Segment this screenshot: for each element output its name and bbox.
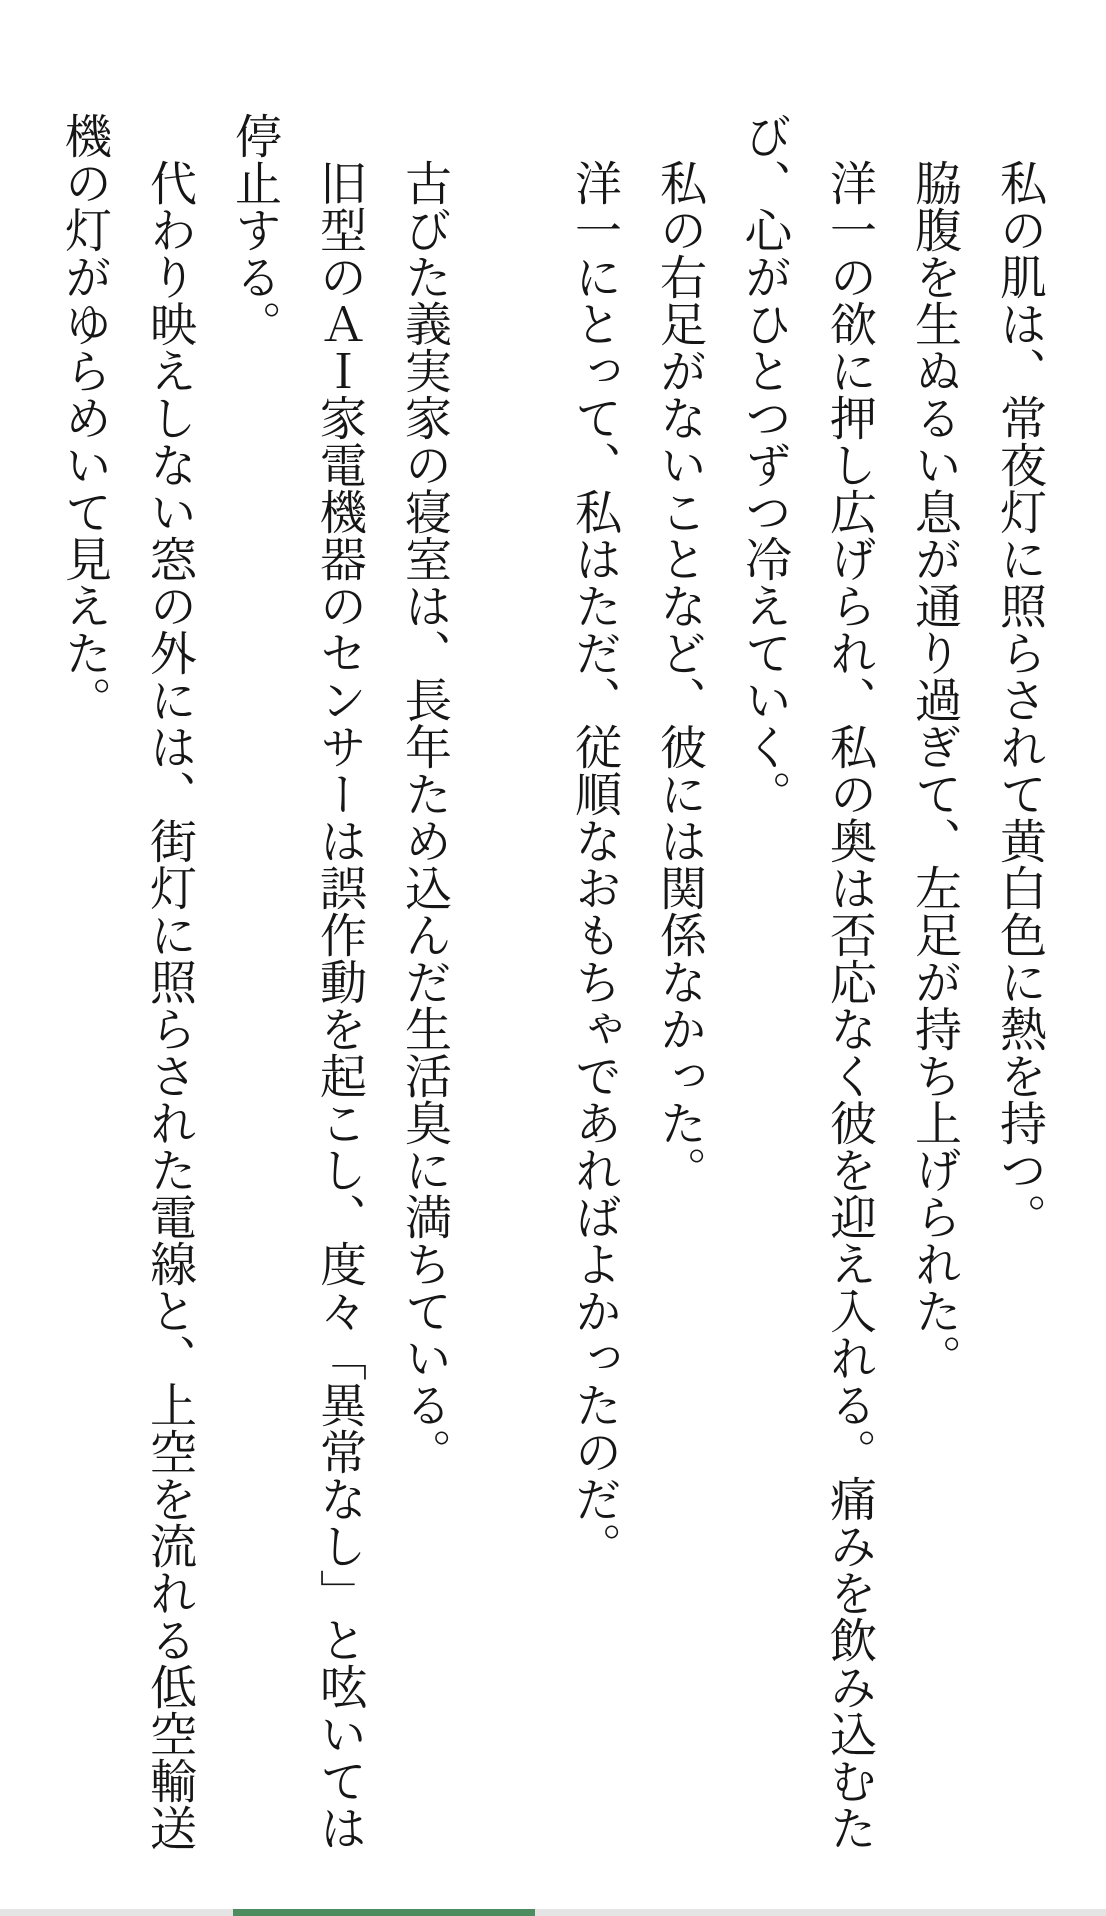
paragraph: 代わり映えしない窓の外には、街灯に照らされた電線と、上空を流れる低空輸送機の灯がゆらめいて見えた。 xyxy=(57,112,197,1851)
paragraph: 脇腹を生ぬるい息が通り過ぎて、左足が持ち上げられた。 xyxy=(907,159,962,1381)
reading-progress-fill xyxy=(233,1909,535,1916)
paragraph: 洋一の欲に押し広げられ、私の奥は否応なく彼を迎え入れる。痛みを飲み込むたび、心がひとつずつ冷えていく。 xyxy=(737,112,877,1851)
vertical-text-body xyxy=(42,112,1062,1884)
reading-progress-bar[interactable] xyxy=(0,1909,1106,1916)
paragraph: 旧型のＡＩ家電機器のセンサーは誤作動を起こし、度々「異常なし」と呟いては停止する。 xyxy=(227,112,367,1851)
paragraph: 私の右足がないことなど、彼には関係なかった。 xyxy=(652,159,707,1193)
paragraph: 私の肌は、常夜灯に照らされて黄白色に熱を持つ。 xyxy=(992,159,1047,1240)
paragraph: 古びた義実家の寝室は、長年ため込んだ生活臭に満ちている。 xyxy=(397,159,452,1475)
paragraph: 洋一にとって、私はただ、従順なおもちゃであればよかったのだ。 xyxy=(567,159,622,1569)
